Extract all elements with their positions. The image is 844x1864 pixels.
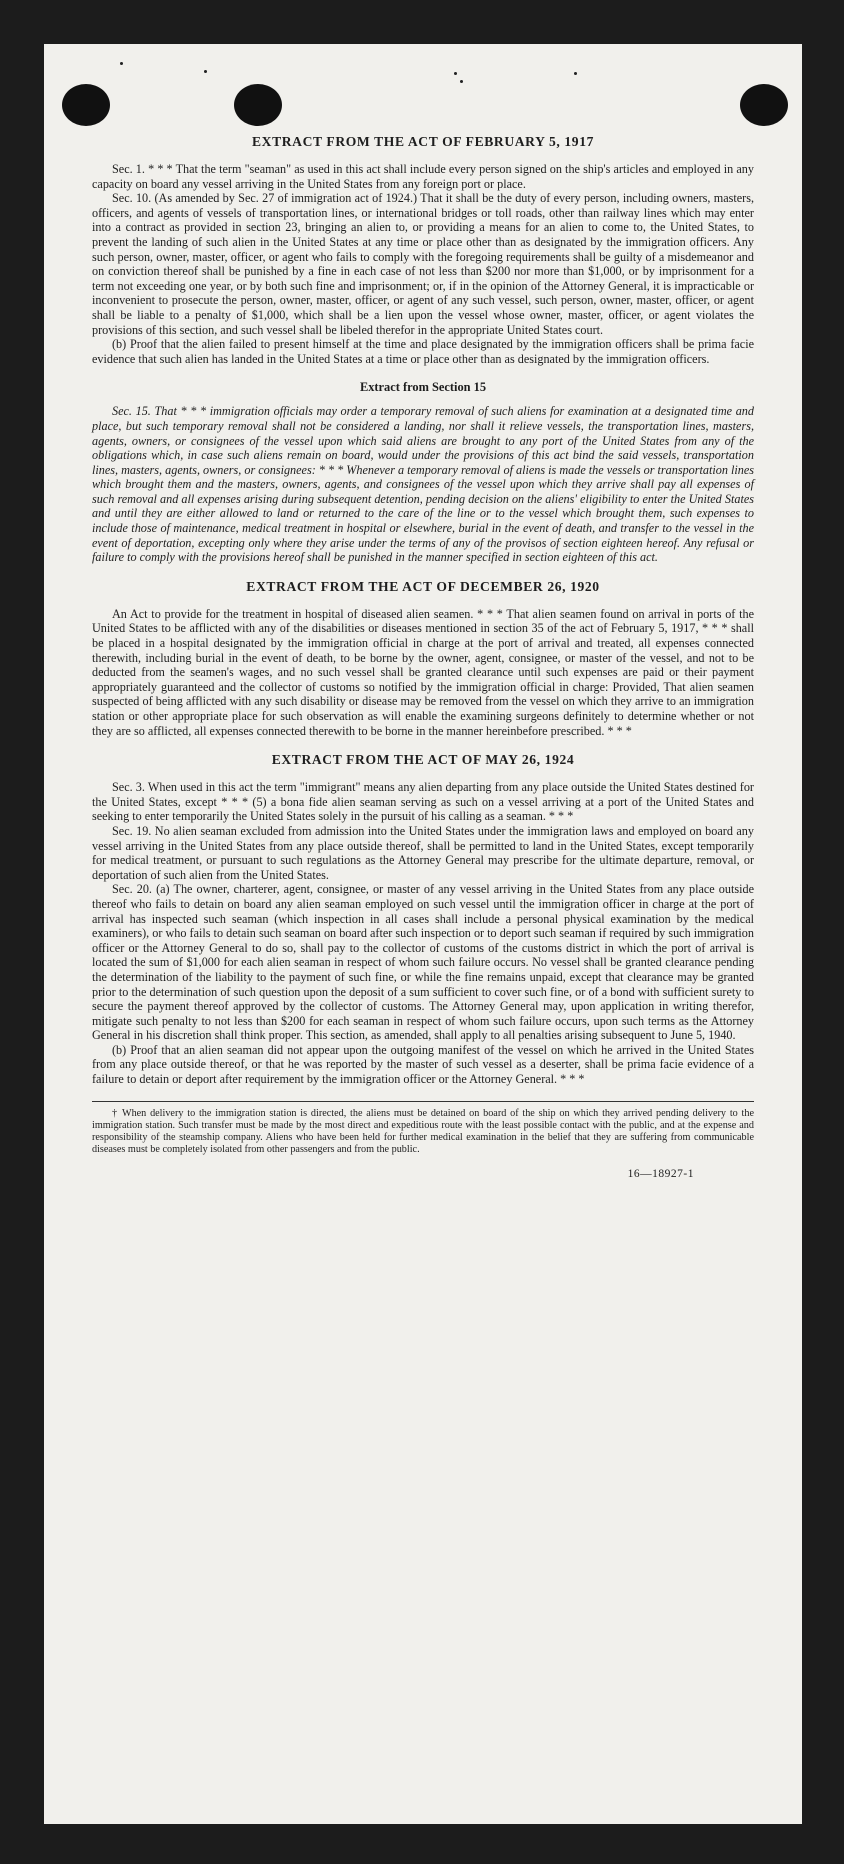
- paragraph: Sec. 19. No alien seaman excluded from admission into the United States under the immigration laws and employed on board any vessel arriving in the United States from any place outside thereof, shall be permitted to land in the United States, except temporarily for medical treatment, or pursuant to such regulations as the Attorney General may prescribe for the ultimate departure, removal, or deportation of such alien from the United States.: [92, 823, 754, 882]
- paragraph: (b) Proof that the alien failed to present himself at the time and place designated by the immigration officers shall be prima facie evidence that such alien has landed in the United States at a time or place other than as designated by the immigration officers.: [92, 337, 754, 366]
- section-heading: Extract from Section 15: [359, 380, 487, 395]
- paragraph: Sec. 20. (a) The owner, charterer, agent, consignee, or master of any vessel arriving in the United States from any place outside thereof who fails to detain on board any alien seaman employed on such vessel until the immigration officer in charge at the port of arrival has inspected such seaman (which inspection in all cases shall include a personal physical examination by the medical examiners), or who fails to detain such seaman on board after such inspection or to deport such seaman if required by such immigration officer or the Attorney General to do so, shall pay to the collector of customs of the customs district in which the port of arrival is located the sum of $1,000 for each alien seaman in respect of whom such failure occurs. No vessel shall be granted clearance pending the determination of the liability to the payment of such fine, or while the fine remains unpaid, except that clearance may be granted prior to the determination of such question upon the deposit of a sum sufficient to cover such fine, or of a bond with sufficient surety to secure the payment thereof approved by the collector of customs. The Attorney General may, upon application in writing therefor, mitigate such penalty to not less than $200 for each seaman in respect of whom such failure occurs, upon such terms as the Attorney General in his discretion shall think proper. This section, as amended, shall apply to all penalties arising subsequent to June 5, 1940.: [92, 882, 754, 1043]
- punch-hole-right: [740, 84, 788, 126]
- section-heading: EXTRACT FROM THE ACT OF DECEMBER 26, 1920: [246, 578, 600, 594]
- section-act-1924: [92, 752, 754, 1086]
- speck: [574, 72, 577, 75]
- speck: [454, 72, 457, 75]
- paragraph: An Act to provide for the treatment in hospital of diseased alien seamen. * * * That alien seamen found on arrival in ports of the United States to be afflicted with any of the disabilities or diseases mentioned in section 35 of the act of February 5, 1917, * * * shall be placed in a hospital designated by the immigration official in charge at the port of arrival and treated, all expenses connected therewith, including burial in the event of death, to be borne by the owner, agent, consignee, or master of the vessel, and not to be deducted from the seamen's wages, and no such vessel shall be granted clearance until such expenses are paid or their payment appropriately guaranteed and the collector of customs so notified by the immigration official in charge: Provided, That alien seamen suspected of being afflicted with any such disability or disease may be removed from the vessel on which they arrive to an immigration station or other appropriate place for such observation as will enable the examining surgeons definitely to determine whether or not they are so afflicted, all expenses connected therewith to be borne in the manner hereinbefore prescribed. * * *: [92, 606, 754, 738]
- paragraph: Sec. 15. That * * * immigration officials may order a temporary removal of such aliens for examination at a designated time and place, but such temporary removal shall not be considered a landing, nor shall it relieve vessels, the transportation lines, masters, agents, owners, or consignees of the vessel upon which said aliens are brought to any port of the United States from any of the obligations which, in case such aliens remain on board, would under the provisions of this act bind the said vessels, transportation lines, masters, agents, owners, or consignees: * * * Whenever a temporary removal of aliens is made the vessels or transportation lines which brought them and the masters, owners, agents, and consignees of the vessel upon which they arrive shall pay all expenses of such removal and all expenses arising during subsequent detention, pending decision on the aliens' eligibility to enter the United States and until they are either allowed to land or returned to the care of the line or to the vessel which brought them, such expenses to include those of maintenance, medical treatment in hospital or elsewhere, burial in the event of death, and transfer to the vessel in the event of deportation, excepting only where they arise under the terms of any of the provisos of section eighteen hereof. Any refusal or failure to comply with the provisions hereof shall be punished in the manner specified in section eighteen of this act.: [92, 404, 754, 565]
- footnote-text: † When delivery to the immigration station is directed, the aliens must be detained on board of the ship on which they arrived pending delivery to the immigration station. Such transfer must be made by the most direct and expeditious route with the least possible contact with the public, and at the expense and responsibility of the steamship company. Aliens who have been held for further medical examination in the belief that they are suffering from communicable diseases must be completely isolated from other passengers and from the public.: [92, 1107, 754, 1156]
- section-act-1920: [92, 579, 754, 738]
- paragraph: Sec. 1. * * * That the term "seaman" as used in this act shall include every person signed on the ship's articles and employed in any capacity on board any vessel arriving in the United States from any foreign port or place.: [92, 162, 754, 191]
- punch-hole-center: [234, 84, 282, 126]
- section-heading: EXTRACT FROM THE ACT OF MAY 26, 1924: [271, 752, 575, 768]
- footnote: [92, 1108, 754, 1157]
- section-15-extract: [92, 380, 754, 565]
- paragraph: Sec. 3. When used in this act the term "immigrant" means any alien departing from any place outside the United States destined for the United States, except * * * (5) a bona fide alien seaman serving as such on a vessel arriving at a port of the United States and seeking to enter temporarily the United States solely in the pursuit of his calling as a seaman. * * *: [92, 780, 754, 824]
- paragraph: Sec. 10. (As amended by Sec. 27 of immigration act of 1924.) That it shall be the duty of every person, including owners, masters, officers, and agents of vessels of transportation lines, or international bridges or toll roads, other than railway lines which may enter into a contract as provided in section 23, bringing an alien to, or providing a means for an alien to come to, the United States, to prevent the landing of such alien in the United States at any time or place other than as designated by the immigration officers. Any such person, owner, master, officer, or agent who fails to comply with the foregoing requirements shall be guilty of a misdemeanor and on conviction thereof shall be punished by a fine in each case of not less than $200 nor more than $1,000, or by imprisonment for a term not exceeding one year, or by both such fine and imprisonment; or, if in the opinion of the Attorney General, it is impracticable or inconvenient to prosecute the person, owner, master, officer, or agent of any such vessel, such person, owner, master, officer, or agent shall be liable to a penalty of $1,000, which shall be a lien upon the vessel whose owner, master, officer, or agent violates the provisions of this section, and such vessel shall be libeled therefor in the appropriate United States court.: [92, 191, 754, 337]
- punch-hole-left: [62, 84, 110, 126]
- document-page: [44, 44, 802, 1824]
- section-act-1917: [92, 134, 754, 366]
- speck: [120, 62, 123, 65]
- speck: [460, 80, 463, 83]
- section-heading: EXTRACT FROM THE ACT OF FEBRUARY 5, 1917: [252, 134, 594, 149]
- footnote-divider: [92, 1101, 754, 1102]
- form-code: 16—18927-1: [627, 1168, 694, 1181]
- speck: [204, 70, 207, 73]
- paragraph: (b) Proof that an alien seaman did not appear upon the outgoing manifest of the vessel on which he arrived in the United States from any place outside thereof, or that he was reported by the master of such vessel as a deserter, shall be prima facie evidence of a failure to detain or deport after requirement by the immigration officer or the Attorney General. * * *: [92, 1042, 754, 1087]
